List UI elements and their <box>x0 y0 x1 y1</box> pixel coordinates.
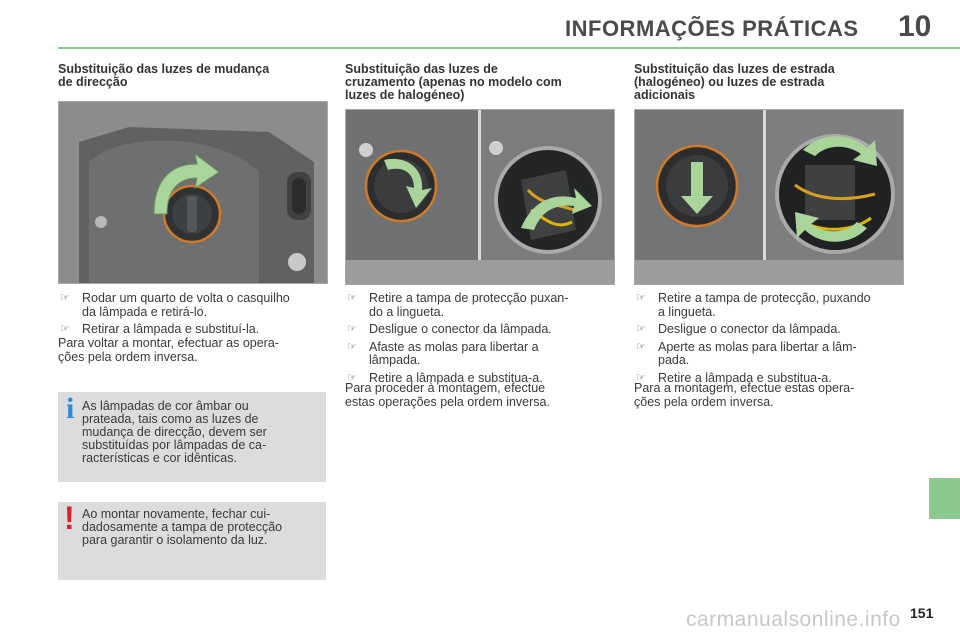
chapter-tab <box>929 478 960 519</box>
step-line: Retire a lâmpada e substitua-a. <box>369 370 543 385</box>
col1-title <box>58 63 328 89</box>
step-line: Aperte as molas para libertar a lâm- <box>658 339 857 354</box>
col1-note <box>58 337 330 364</box>
info-line: racterísticas e cor idênticas. <box>82 451 237 465</box>
col1-steps <box>58 292 328 341</box>
hand-pointer-icon: ☞ <box>636 323 646 335</box>
info-line: As lâmpadas de cor âmbar ou <box>82 399 249 413</box>
step-line: Retirar a lâmpada e substituí-la. <box>82 322 260 336</box>
main-beam-photo <box>634 109 904 285</box>
col2-note <box>345 382 617 409</box>
col1-title-line: Substituição das luzes de mudança <box>58 62 270 76</box>
step-line: da lâmpada e retirá-lo. <box>82 304 208 319</box>
list-item <box>345 323 617 337</box>
info-line: substituídas por lâmpadas de ca- <box>82 438 267 452</box>
info-line: prateada, tais como as luzes de <box>82 412 259 426</box>
col3-note <box>634 382 910 409</box>
step-line: a lingueta. <box>658 304 716 319</box>
step-line: Desligue o conector da lâmpada. <box>658 322 841 336</box>
header-divider <box>58 47 960 49</box>
step-line: Retire a tampa de protecção, puxando <box>658 291 871 305</box>
warning-icon: ! <box>64 500 75 536</box>
step-line: Afaste as molas para libertar a <box>369 339 539 354</box>
info-icon: i <box>66 392 75 425</box>
page-number: 151 <box>910 605 934 621</box>
hand-pointer-icon: ☞ <box>347 371 357 384</box>
turn-signal-photo <box>58 101 328 284</box>
step-line: lâmpada. <box>369 353 421 367</box>
col3-title-line: Substituição das luzes de estrada <box>634 62 835 76</box>
warning-text <box>82 508 320 547</box>
col3-steps <box>634 292 910 389</box>
step-line: Retire a tampa de protecção puxan- <box>369 291 569 305</box>
hand-pointer-icon: ☞ <box>636 371 646 384</box>
col3-title <box>634 63 909 102</box>
hand-pointer-icon: ☞ <box>636 340 646 353</box>
col3-title-line: (halogéneo) ou luzes de estrada <box>634 75 825 89</box>
section-title: INFORMAÇÕES PRÁTICAS <box>565 16 859 41</box>
list-item <box>58 292 328 319</box>
para-line: ções pela ordem inversa. <box>58 349 198 364</box>
watermark: carmanualsonline.info <box>686 608 901 631</box>
col2-title-line: Substituição das luzes de <box>345 62 498 76</box>
list-item <box>634 323 910 337</box>
list-item <box>345 341 617 368</box>
hand-pointer-icon: ☞ <box>347 340 357 353</box>
hand-pointer-icon: ☞ <box>347 323 357 335</box>
col2-title <box>345 63 620 102</box>
para-line: estas operações pela ordem inversa. <box>345 394 550 409</box>
hand-pointer-icon: ☞ <box>636 292 646 304</box>
col2-steps <box>345 292 617 389</box>
col2-title-line: luzes de halogéneo) <box>345 88 465 102</box>
warning-line: para garantir o isolamento da luz. <box>82 533 268 547</box>
step-line: do a lingueta. <box>369 304 445 319</box>
list-item <box>58 323 328 337</box>
list-item <box>634 341 910 368</box>
hand-pointer-icon: ☞ <box>60 323 70 335</box>
para-line: Para a montagem, efectue estas opera- <box>634 381 855 395</box>
step-line: Desligue o conector da lâmpada. <box>369 322 552 336</box>
list-item <box>345 292 617 319</box>
warning-line: dadosamente a tampa de protecção <box>82 520 283 534</box>
info-text <box>82 400 320 465</box>
col3-title-line: adicionais <box>634 88 696 102</box>
hand-pointer-icon: ☞ <box>347 292 357 304</box>
col1-title-line: de direcção <box>58 75 128 89</box>
step-line: Rodar um quarto de volta o casquilho <box>82 291 290 305</box>
col2-title-line: cruzamento (apenas no modelo com <box>345 75 562 89</box>
warning-line: Ao montar novamente, fechar cui- <box>82 507 271 521</box>
dipped-beam-photo <box>345 109 615 285</box>
para-line: Para proceder à montagem, efectue <box>345 381 546 395</box>
list-item <box>634 292 910 319</box>
step-line: pada. <box>658 353 690 367</box>
para-line: ções pela ordem inversa. <box>634 394 774 409</box>
info-line: mudança de direcção, devem ser <box>82 425 267 439</box>
para-line: Para voltar a montar, efectuar as opera- <box>58 336 279 350</box>
hand-pointer-icon: ☞ <box>60 292 70 304</box>
chapter-number: 10 <box>898 10 932 43</box>
step-line: Retire a lâmpada e substitua-a. <box>658 370 832 385</box>
